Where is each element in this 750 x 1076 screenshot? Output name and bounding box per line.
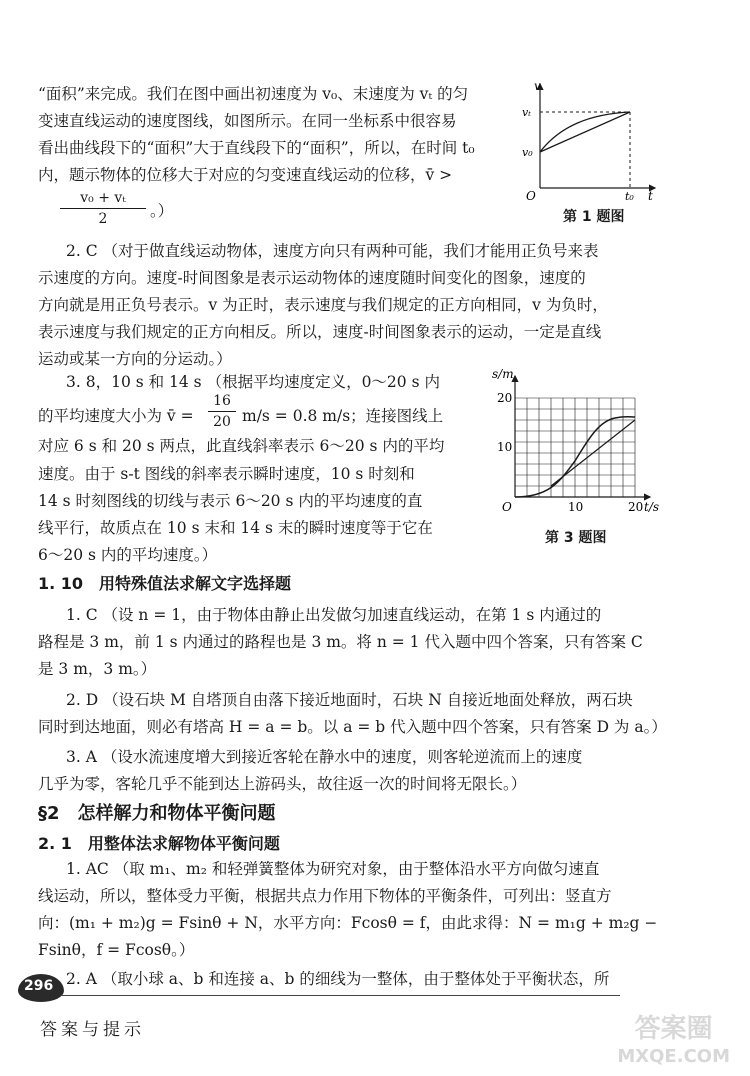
paragraph-line: “面积”来完成。我们在图中画出初速度为 v₀、末速度为 vₜ 的匀 xyxy=(38,85,469,103)
paragraph-line: 。） xyxy=(150,202,174,220)
section-heading: 2. 1 用整体法求解物体平衡问题 xyxy=(38,834,280,853)
answer-line: 几乎为零，客轮几乎不能到达上游码头，故往返一次的时间将无限长。） xyxy=(38,775,527,793)
fig1-axis-t-label: t xyxy=(648,189,653,203)
fig1-v0-label: v₀ xyxy=(522,146,533,159)
fraction-v0-vt-over-2 xyxy=(60,190,146,227)
fig1-straight-line xyxy=(540,112,630,152)
answer-line: 1. C （设 n = 1，由于物体由静止出发做匀加速直线运动，在第 1 s 内通过的 xyxy=(66,606,602,624)
answer-line: 示速度的方向。速度-时间图象是表示运动物体的速度随时间变化的图象，速度的 xyxy=(38,269,586,287)
watermark-url: MXQE.COM xyxy=(617,1046,730,1067)
fraction-16-over-20 xyxy=(208,393,236,430)
paragraph-line: 内，题示物体的位移大于对应的匀变速直线运动的位移，v̄ > xyxy=(38,166,453,184)
answer-line: 速度。由于 s-t 图线的斜率表示瞬时速度，10 s 时刻和 xyxy=(38,465,415,483)
fig1-axis-v-label: v xyxy=(534,79,541,93)
answer-line: 的平均速度大小为 v̄ = xyxy=(38,407,194,425)
fig3-tick-x-10: 10 xyxy=(568,500,584,514)
fig1-velocity-time-graph xyxy=(520,76,670,206)
fraction-denominator: 20 xyxy=(213,414,231,430)
answer-line: 2. D （设石块 M 自塔顶自由落下接近地面时，石块 N 自接近地面处释放，两石块 xyxy=(66,691,633,709)
fraction-numerator: 16 xyxy=(213,393,231,409)
page-number-badge xyxy=(18,974,64,1002)
section-heading: 1. 10 用特殊值法求解文字选择题 xyxy=(38,574,292,593)
answer-line: 线运动，所以，整体受力平衡，根据共点力作用下物体的平衡条件，可列出：竖直方 xyxy=(38,887,612,905)
fraction-bar xyxy=(60,208,146,209)
answer-line: 是 3 m，3 m。） xyxy=(38,660,157,678)
watermark-logo xyxy=(617,1015,730,1071)
fig3-tick-y-20: 20 xyxy=(497,391,513,405)
fig1-t0-label: t₀ xyxy=(625,190,634,203)
answer-line: 运动或某一方向的分运动。） xyxy=(38,350,232,368)
fig3-caption: 第 3 题图 xyxy=(545,530,607,546)
answer-line: 1. AC （取 m₁、m₂ 和轻弹簧整体为研究对象，由于整体沿水平方向做匀速直 xyxy=(66,860,600,878)
fig3-displacement-time-graph xyxy=(490,366,670,522)
answer-line: 对应 6 s 和 20 s 两点，此直线斜率表示 6～20 s 内的平均 xyxy=(38,437,445,455)
paragraph-line: 变速直线运动的速度图线，如图所示。在同一坐标系中很容易 xyxy=(38,112,457,130)
answer-line: 线平行，故质点在 10 s 末和 14 s 末的瞬时速度等于它在 xyxy=(38,519,433,537)
answer-line: 2. C （对于做直线运动物体，速度方向只有两种可能，我们才能用正负号来表 xyxy=(66,242,599,260)
answer-line: Fsinθ，f = Fcosθ。） xyxy=(38,941,195,959)
watermark-text: 答案圈 xyxy=(634,1014,713,1044)
answer-line: 2. A （取小球 a、b 和连接 a、b 的细线为一整体，由于整体处于平衡状态，所 xyxy=(66,970,610,988)
answer-line: 方向就是用正负号表示。v 为正时，表示速度与我们规定的正方向相同，v 为负时， xyxy=(38,296,608,314)
fig1-caption: 第 1 题图 xyxy=(563,209,625,225)
answer-line: 3. A （设水流速度增大到接近客轮在静水中的速度，则客轮逆流而上的速度 xyxy=(66,748,583,766)
paragraph-line: 看出曲线段下的“面积”大于直线段下的“面积”，所以，在时间 t₀ xyxy=(38,139,475,157)
chapter-heading: §2 怎样解力和物体平衡问题 xyxy=(38,803,276,824)
footer-rule xyxy=(60,995,620,996)
answer-line: 路程是 3 m，前 1 s 内通过的路程也是 3 m。将 n = 1 代入题中四个答案，只有答案 C xyxy=(38,633,643,651)
fraction-denominator: 2 xyxy=(98,211,108,227)
answer-line: m/s = 0.8 m/s；连接图线上 xyxy=(242,407,444,425)
footer-label: 答案与提示 xyxy=(40,1020,145,1040)
fig1-origin-label: O xyxy=(526,189,536,203)
fig3-grid xyxy=(515,398,635,497)
answer-line: 向：(m₁ + m₂)g = Fsinθ + N，水平方向：Fcosθ = f，由此求得：N = m₁g + m₂g − xyxy=(38,914,658,932)
fraction-numerator: v₀ + vₜ xyxy=(80,190,126,206)
fig3-axis-y-label: s/m xyxy=(492,367,514,381)
fig1-vt-label: vₜ xyxy=(522,106,531,119)
answer-line: 6～20 s 内的平均速度。） xyxy=(38,546,218,564)
answer-line: 3. 8，10 s 和 14 s （根据平均速度定义，0～20 s 内 xyxy=(66,373,440,391)
fig3-axis-x-label: t/s xyxy=(644,500,660,514)
answer-line: 14 s 时刻图线的切线与表示 6～20 s 内的平均速度的直 xyxy=(38,492,423,510)
answer-line: 同时到达地面，则必有塔高 H = a = b。以 a = b 代入题中四个答案，只有答案 D 为 a。） xyxy=(38,718,667,736)
fig3-origin-label: O xyxy=(502,500,512,514)
fig3-tick-y-10: 10 xyxy=(497,440,513,454)
fraction-bar xyxy=(208,411,236,412)
fig3-tick-x-20: 20 xyxy=(628,500,644,514)
answer-line: 表示速度与我们规定的正方向相反。所以，速度-时间图象表示的运动，一定是直线 xyxy=(38,323,602,341)
page-number: 296 xyxy=(24,978,54,994)
